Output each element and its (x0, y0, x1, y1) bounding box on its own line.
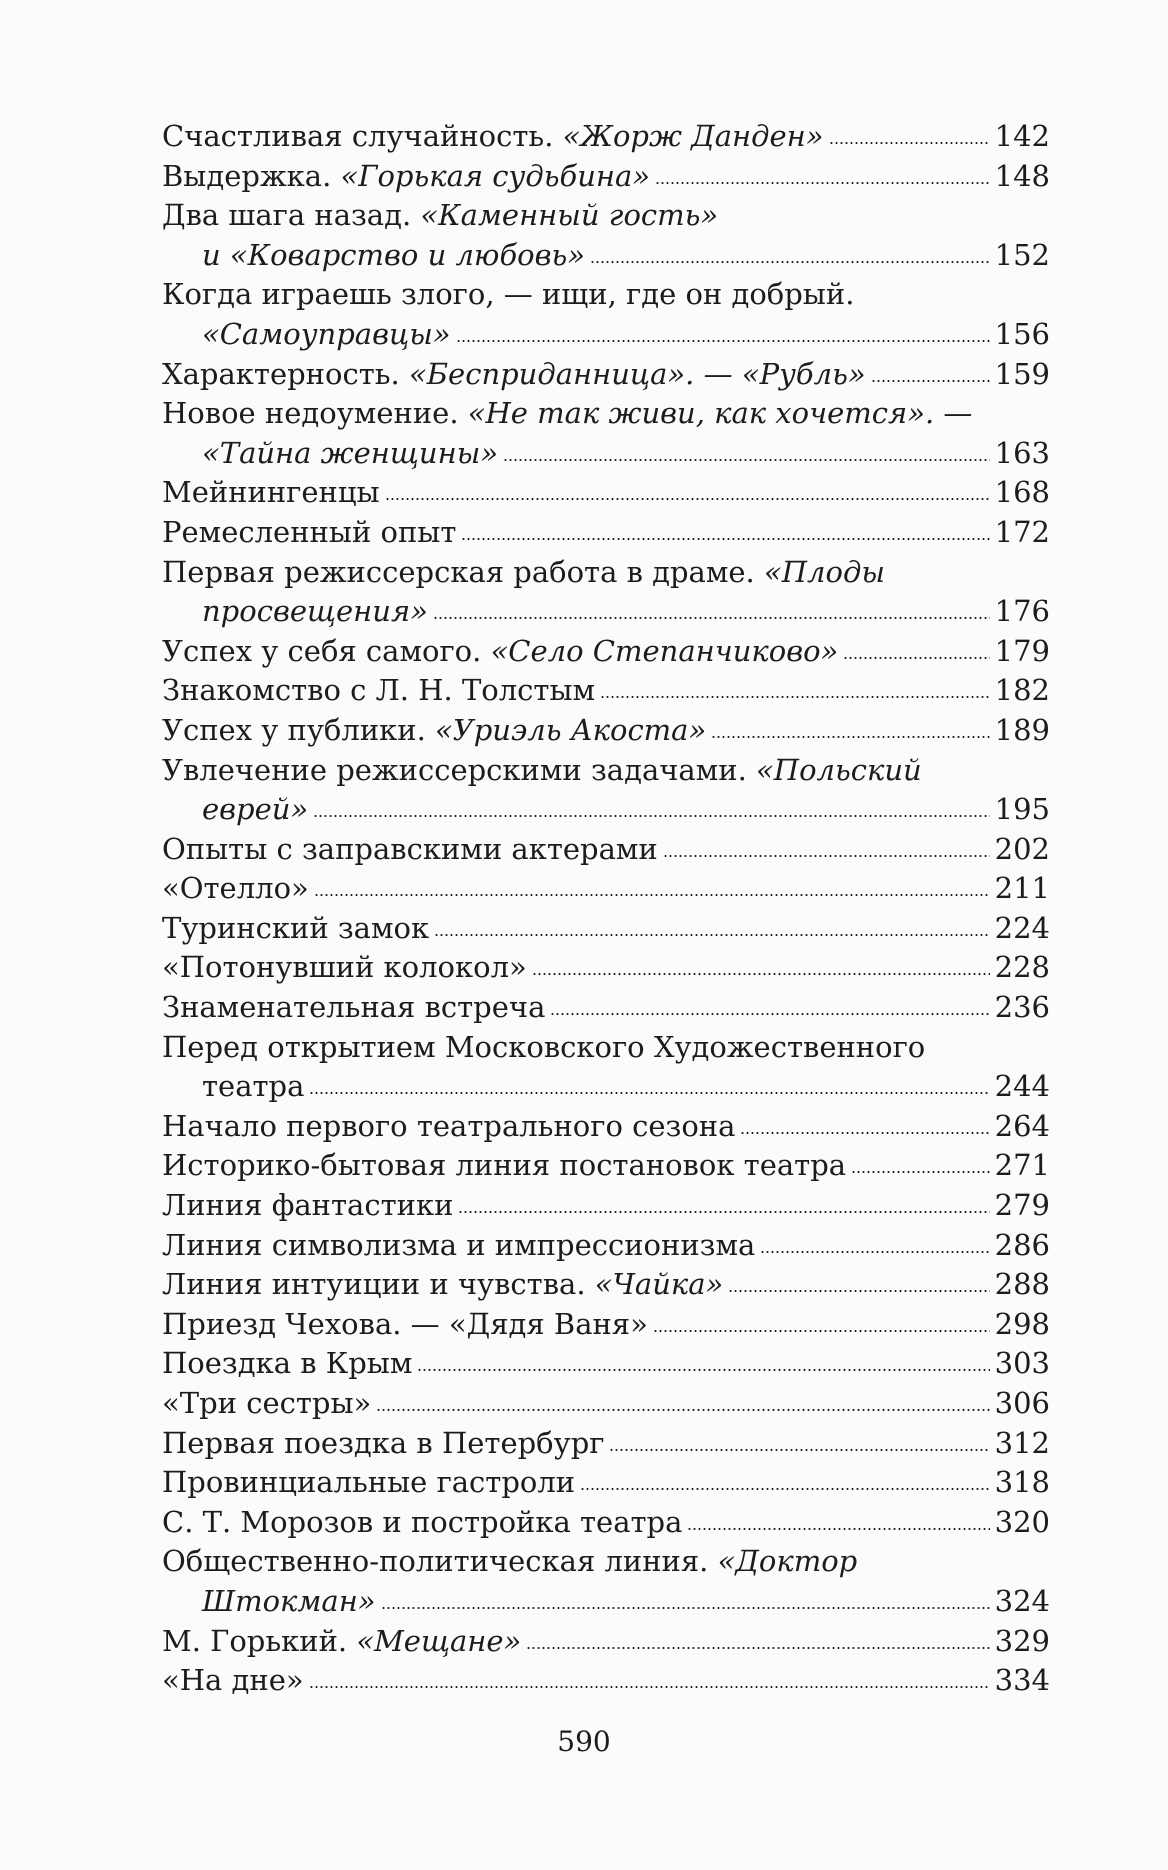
dot-leader (385, 473, 990, 502)
title-regular-text: Успех у публики. (162, 712, 436, 747)
dot-leader (609, 1424, 989, 1453)
toc-entry[interactable] (162, 1542, 1050, 1621)
title-regular-text: Мейнингенцы (162, 475, 380, 510)
toc-entry-title (202, 1067, 304, 1107)
toc-entry-line (162, 1305, 1050, 1345)
toc-entry[interactable] (162, 1344, 1050, 1384)
toc-entry-title (162, 1028, 925, 1068)
title-regular-text: Начало первого театрального сезона (162, 1108, 736, 1143)
title-italic-text: и «Коварство и любовь» (202, 237, 586, 272)
toc-entry-title (202, 434, 498, 474)
toc-page-number: 211 (994, 871, 1050, 906)
title-regular-text: Поездка в Крым (162, 1346, 413, 1381)
title-regular-text: М. Горький. (162, 1623, 357, 1658)
toc-entry[interactable] (162, 1424, 1050, 1464)
toc-entry-title (162, 632, 838, 672)
title-regular-text: Новое недоумение. (162, 396, 468, 431)
dot-leader (687, 1503, 989, 1532)
page-number: 590 (557, 1725, 611, 1758)
dot-leader (740, 1107, 989, 1136)
dot-leader (843, 632, 989, 661)
dot-leader (829, 117, 990, 146)
dot-leader (653, 1305, 990, 1334)
toc-entry[interactable] (162, 988, 1050, 1028)
toc-entry-line (162, 513, 1050, 553)
toc-entry[interactable] (162, 553, 1050, 632)
toc-entry-title (162, 1384, 371, 1424)
toc-entry[interactable] (162, 1107, 1050, 1147)
title-regular-text: Знакомство с Л. Н. Толстым (162, 673, 596, 708)
toc-entry[interactable] (162, 1661, 1050, 1701)
title-regular-text: Опыты с заправскими актерами (162, 831, 658, 866)
title-italic-text: «Горькая судьбина» (340, 158, 651, 193)
title-regular-text: «Отелло» (162, 871, 309, 906)
title-regular-text: Первая режиссерская работа в драме. (162, 554, 764, 589)
title-regular-text: Линия фантастики (162, 1188, 454, 1223)
toc-entry-line (162, 1265, 1050, 1305)
toc-entry[interactable] (162, 1463, 1050, 1503)
title-italic-text: «Тайна женщины» (202, 435, 499, 470)
toc-page-number: 271 (994, 1148, 1050, 1183)
toc-entry-line (162, 711, 1050, 751)
title-regular-text: «На дне» (162, 1663, 304, 1698)
dot-leader (456, 315, 990, 344)
toc-entry[interactable] (162, 394, 1050, 473)
toc-entry-line (162, 196, 1050, 236)
toc-page-number: 298 (994, 1306, 1050, 1341)
toc-page-number: 159 (994, 356, 1050, 391)
toc-entry-title (162, 1344, 412, 1384)
toc-page-number: 202 (994, 831, 1050, 866)
toc-entry[interactable] (162, 869, 1050, 909)
toc-page-number: 318 (994, 1465, 1050, 1500)
title-regular-text: Ремесленный опыт (162, 514, 457, 549)
toc-entry-title (162, 1503, 682, 1543)
toc-entry-line (162, 948, 1050, 988)
toc-page-number: 168 (994, 475, 1050, 510)
table-of-contents (162, 117, 1050, 1701)
toc-entry-title (162, 1542, 857, 1582)
toc-entry-line (162, 117, 1050, 157)
toc-entry-title (162, 988, 545, 1028)
toc-entry-title (162, 1265, 723, 1305)
dot-leader (711, 711, 989, 740)
toc-entry-line (162, 157, 1050, 197)
dot-leader (313, 790, 989, 819)
dot-leader (532, 948, 990, 977)
toc-entry-title (162, 1463, 575, 1503)
toc-entry-line (162, 1582, 1050, 1622)
dot-leader (526, 1622, 989, 1651)
toc-entry-line (162, 592, 1050, 632)
toc-entry-line (162, 790, 1050, 830)
toc-entry[interactable] (162, 948, 1050, 988)
title-regular-text: Общественно-политическая линия. (162, 1544, 718, 1579)
title-regular-text: Провинциальные гастроли (162, 1465, 576, 1500)
title-regular-text: Когда играешь злого, — ищи, где он добрый. (162, 277, 855, 312)
dot-leader (760, 1226, 989, 1255)
toc-entry-title (162, 394, 972, 434)
toc-entry[interactable] (162, 513, 1050, 553)
toc-entry-title (162, 1186, 453, 1226)
toc-entry[interactable] (162, 751, 1050, 830)
toc-entry-title (202, 236, 585, 276)
toc-entry[interactable] (162, 196, 1050, 275)
toc-page-number: 320 (994, 1504, 1050, 1539)
title-regular-text: Первая поездка в Петербург (162, 1425, 605, 1460)
title-regular-text: театра (202, 1069, 305, 1104)
toc-entry-title (202, 790, 308, 830)
toc-entry-line (162, 553, 1050, 593)
title-italic-text: «Село Степанчиково» (490, 633, 839, 668)
toc-entry-line (162, 988, 1050, 1028)
toc-entry-line (162, 1146, 1050, 1186)
toc-entry-line (162, 751, 1050, 791)
title-italic-text: Штокман» (202, 1583, 376, 1618)
toc-entry-line (162, 1661, 1050, 1701)
title-italic-text: «Мещане» (356, 1623, 522, 1658)
dot-leader (663, 830, 990, 859)
toc-entry-title (162, 355, 866, 395)
toc-entry-line (162, 869, 1050, 909)
toc-page-number: 329 (994, 1623, 1050, 1658)
title-regular-text: Историко-бытовая линия постановок театра (162, 1148, 847, 1183)
toc-entry-title (162, 1226, 755, 1266)
toc-entry[interactable] (162, 1226, 1050, 1266)
toc-page-number: 176 (994, 594, 1050, 629)
toc-entry-line (162, 1424, 1050, 1464)
title-regular-text: Перед открытием Московского Художественного (162, 1029, 926, 1064)
toc-entry[interactable] (162, 830, 1050, 870)
title-regular-text: Линия интуиции и чувства. (162, 1267, 595, 1302)
toc-page-number: 142 (994, 119, 1050, 153)
toc-entry[interactable] (162, 1028, 1050, 1107)
title-regular-text: Характерность. (162, 356, 409, 391)
toc-page-number: 236 (994, 990, 1050, 1025)
toc-entry-title (162, 671, 595, 711)
title-regular-text: «Потонувший колокол» (162, 950, 527, 985)
toc-entry-title (162, 473, 380, 513)
toc-entry-title (162, 553, 885, 593)
dot-leader (590, 236, 990, 265)
title-regular-text: Приезд Чехова. — «Дядя Ваня» (162, 1306, 648, 1341)
toc-entry[interactable] (162, 1384, 1050, 1424)
dot-leader (871, 355, 990, 384)
toc-entry-line (162, 909, 1050, 949)
toc-entry-line (162, 1107, 1050, 1147)
toc-page-number: 224 (994, 910, 1050, 945)
dot-leader (851, 1146, 990, 1175)
title-italic-text: «Жорж Данден» (562, 119, 824, 153)
toc-entry[interactable] (162, 909, 1050, 949)
toc-entry-title (162, 751, 922, 791)
dot-leader (461, 513, 989, 542)
toc-entry-title (162, 830, 658, 870)
toc-entry-title (162, 711, 706, 751)
toc-entry[interactable] (162, 711, 1050, 751)
title-italic-text: еврей» (202, 792, 309, 827)
toc-entry-title (162, 275, 854, 315)
title-italic-text: «Польский (756, 752, 922, 787)
dot-leader (434, 909, 990, 938)
toc-entry-line (162, 1622, 1050, 1662)
toc-page-number: 324 (994, 1583, 1050, 1618)
title-italic-text: «Чайка» (594, 1267, 724, 1302)
toc-entry-line (162, 1344, 1050, 1384)
toc-entry[interactable] (162, 157, 1050, 197)
toc-entry[interactable] (162, 1265, 1050, 1305)
toc-entry-title (162, 869, 309, 909)
toc-entry-line (162, 671, 1050, 711)
title-italic-text: «Каменный гость» (420, 198, 719, 233)
toc-entry-line (162, 473, 1050, 513)
toc-page-number: 286 (994, 1227, 1050, 1262)
dot-leader (314, 869, 990, 898)
toc-entry[interactable] (162, 632, 1050, 672)
title-italic-text: «Доктор (717, 1544, 858, 1579)
dot-leader (381, 1582, 990, 1611)
toc-entry[interactable] (162, 473, 1050, 513)
toc-page-number: 152 (994, 237, 1050, 272)
title-regular-text: Выдержка. (162, 158, 341, 193)
toc-page-number: 312 (994, 1425, 1050, 1460)
dot-leader (433, 592, 990, 621)
toc-entry-line (162, 394, 1050, 434)
toc-page-number: 303 (994, 1346, 1050, 1381)
toc-page-number: 195 (994, 792, 1050, 827)
toc-entry-title (162, 1661, 304, 1701)
toc-page-number: 264 (994, 1108, 1050, 1143)
toc-entry[interactable] (162, 1622, 1050, 1662)
dot-leader (503, 434, 990, 463)
toc-entry-line (162, 1384, 1050, 1424)
toc-entry-line (162, 1186, 1050, 1226)
title-italic-text: «Самоуправцы» (202, 316, 451, 351)
toc-entry-line (162, 315, 1050, 355)
toc-entry-line (162, 1463, 1050, 1503)
dot-leader (458, 1186, 989, 1215)
toc-entry-line (162, 1226, 1050, 1266)
dot-leader (309, 1067, 989, 1096)
toc-page-number: 179 (994, 633, 1050, 668)
toc-page-number: 334 (994, 1663, 1050, 1698)
title-italic-text: «Не так живи, как хочется». — (467, 396, 973, 431)
dot-leader (376, 1384, 989, 1413)
toc-entry[interactable] (162, 275, 1050, 354)
title-regular-text: Два шага назад. (162, 198, 421, 233)
toc-entry-line (162, 275, 1050, 315)
toc-entry[interactable] (162, 117, 1050, 157)
toc-entry-title (162, 1424, 604, 1464)
toc-page-number: 148 (994, 158, 1050, 193)
toc-entry[interactable] (162, 1503, 1050, 1543)
toc-entry-title (162, 117, 824, 157)
title-italic-text: «Бесприданница». — «Рубль» (408, 356, 866, 391)
toc-entry-line (162, 1542, 1050, 1582)
title-italic-text: «Уриэль Акоста» (435, 712, 707, 747)
toc-entry-title (162, 196, 718, 236)
toc-entry[interactable] (162, 671, 1050, 711)
dot-leader (655, 157, 990, 186)
title-regular-text: Увлечение режиссерскими задачами. (162, 752, 757, 787)
toc-entry-title (162, 1622, 521, 1662)
dot-leader (417, 1344, 989, 1373)
toc-entry[interactable] (162, 355, 1050, 395)
toc-entry[interactable] (162, 1186, 1050, 1226)
title-regular-text: Знаменательная встреча (162, 990, 546, 1025)
dot-leader (309, 1661, 990, 1690)
toc-page-number: 172 (994, 514, 1050, 549)
toc-page-number: 163 (994, 435, 1050, 470)
dot-leader (600, 671, 990, 700)
toc-entry-title (202, 1582, 376, 1622)
title-regular-text: «Три сестры» (162, 1386, 372, 1420)
toc-entry-line (162, 434, 1050, 474)
toc-page-number: 288 (994, 1267, 1050, 1302)
toc-entry-title (202, 315, 451, 355)
toc-entry-title (162, 909, 429, 949)
toc-entry[interactable] (162, 1305, 1050, 1345)
toc-entry-title (162, 513, 456, 553)
toc-page-number: 182 (994, 673, 1050, 708)
toc-entry-title (202, 592, 428, 632)
dot-leader (550, 988, 989, 1017)
toc-page-number: 228 (994, 950, 1050, 985)
title-regular-text: Туринский замок (162, 910, 430, 945)
toc-entry-line (162, 355, 1050, 395)
toc-entry-line (162, 632, 1050, 672)
title-italic-text: «Плоды (764, 554, 885, 589)
title-regular-text: С. Т. Морозов и постройка театра (162, 1504, 683, 1539)
toc-entry[interactable] (162, 1146, 1050, 1186)
toc-entry-title (162, 157, 650, 197)
dot-leader (728, 1265, 989, 1294)
toc-entry-line (162, 1028, 1050, 1068)
toc-page-number: 279 (994, 1188, 1050, 1223)
title-regular-text: Успех у себя самого. (162, 633, 491, 668)
toc-page-number: 244 (994, 1069, 1050, 1104)
toc-entry-line (162, 1067, 1050, 1107)
toc-entry-line (162, 830, 1050, 870)
toc-entry-line (162, 236, 1050, 276)
title-italic-text: просвещения» (202, 594, 428, 629)
title-regular-text: Счастливая случайность. (162, 119, 563, 153)
dot-leader (580, 1463, 990, 1492)
toc-entry-title (162, 948, 527, 988)
toc-entry-line (162, 1503, 1050, 1543)
toc-page-number: 189 (994, 712, 1050, 747)
toc-entry-title (162, 1146, 846, 1186)
title-regular-text: Линия символизма и импрессионизма (162, 1227, 756, 1262)
toc-page-number: 156 (994, 316, 1050, 351)
toc-page-number: 306 (994, 1386, 1050, 1420)
toc-entry-title (162, 1107, 735, 1147)
toc-entry-title (162, 1305, 648, 1345)
